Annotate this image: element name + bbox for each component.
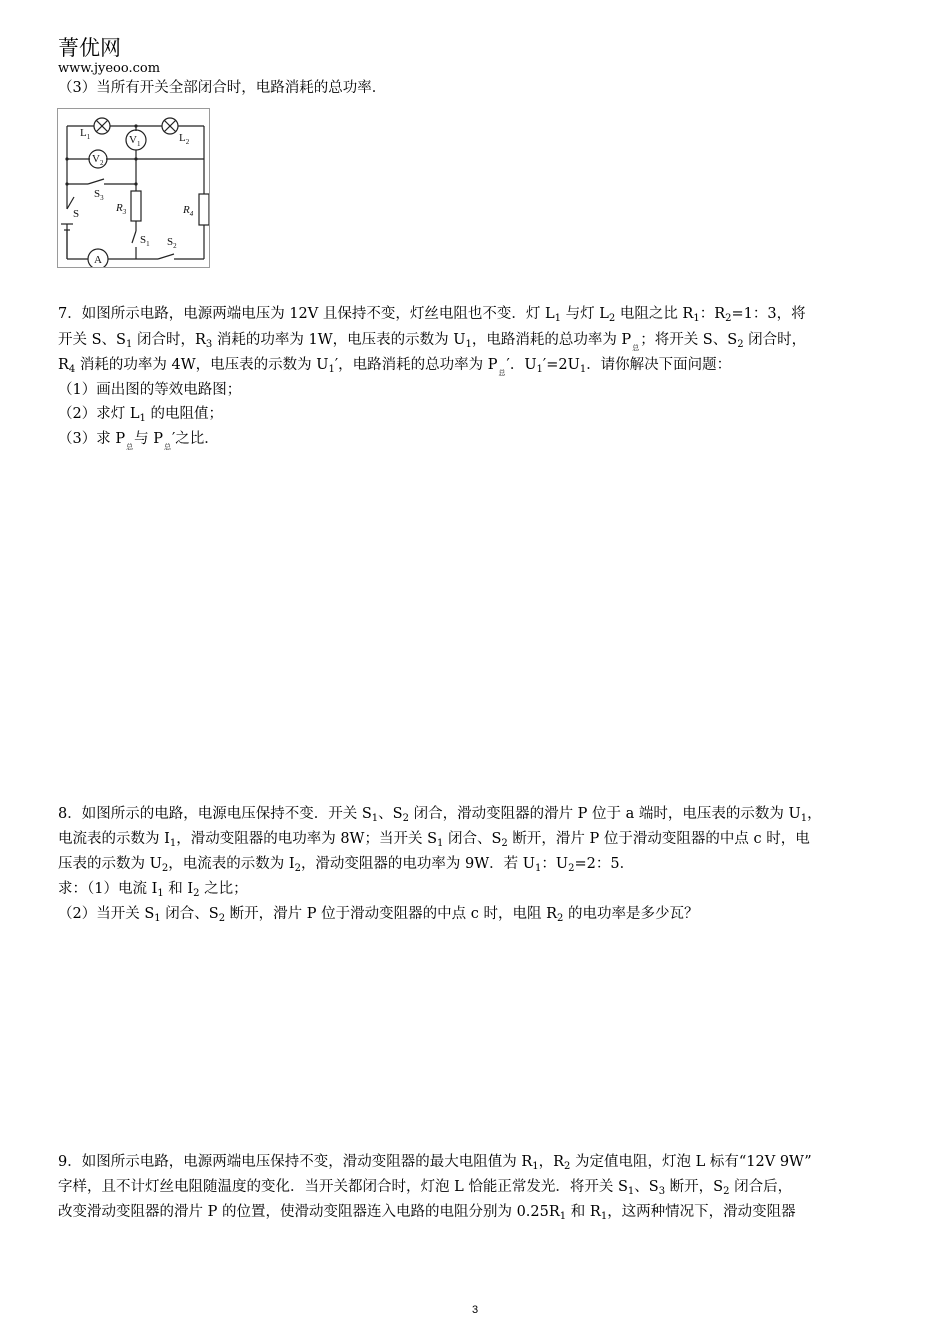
q7-line-3: $R_4$ 消耗的功率为 4W，电压表的示数为 $U_1'$，电路消耗的总功率为 $P_总'$．$U_1'=2U_1$．请你解决下面问题： [58, 357, 732, 377]
q9-line-1: 9．如图所示电路，电源两端电压保持不变，滑动变阻器的最大电阻值为 $R_1$，$R_2$ 为定值电阻，灯泡 L 标有“12V 9W” [58, 1154, 812, 1172]
label-S2: $S_2$ [167, 236, 177, 250]
q7-part1: （1）画出图的等效电路图； [58, 382, 242, 398]
label-A: A [94, 254, 102, 266]
q7-part3: （3）求 $P_总$与 $P_总'$之比． [58, 431, 219, 451]
label-S1: $S_1$ [140, 234, 150, 248]
q8-line-2: 电流表的示数为 $I_1$，滑动变阻器的电功率为 8W；当开关 $S_1$ 闭合、$S_2$ 断开，滑片 P 位于滑动变阻器的中点 c 时，电 [58, 831, 810, 849]
label-R4: $R_4$ [183, 204, 194, 218]
label-S3: $S_3$ [94, 188, 104, 202]
q9-line-3: 改变滑动变阻器的滑片 P 的位置，使滑动变阻器连入电路的电阻分别为 $0.25R_1$ 和 $R_1$，这两种情况下，滑动变阻器 [58, 1204, 796, 1222]
label-S: S [73, 208, 80, 220]
label-L2: $L_2$ [179, 132, 190, 146]
label-L1: $L_1$ [80, 127, 91, 141]
label-V1: $V_1$ [129, 134, 141, 148]
page-number: 3 [471, 1304, 479, 1316]
q8-line-3: 压表的示数为 $U_2$，电流表的示数为 $I_2$，滑动变阻器的电功率为 9W．若 $U_1$：$U_2=2$：5． [58, 856, 635, 874]
q7-part2: （2）求灯 $L_1$ 的电阻值； [58, 406, 223, 424]
q8-line-1: 8．如图所示的电路，电源电压保持不变．开关 $S_1$、$S_2$ 闭合，滑动变阻器的滑片 P 位于 a 端时，电压表的示数为 $U_1$， [58, 806, 822, 824]
label-R3: $R_3$ [116, 202, 127, 216]
q7-line-2: 开关 S、$S_1$ 闭合时，$R_3$ 消耗的功率为 1W，电压表的示数为 $U_1$，电路消耗的总功率为 $P_总$；将开关 S、$S_2$ 闭合时， [58, 332, 807, 352]
label-V2: $V_2$ [92, 153, 104, 167]
q9-line-2: 字样，且不计灯丝电阻随温度的变化．当开关都闭合时，灯泡 L 恰能正常发光．将开关 $S_1$、$S_3$ 断开，$S_2$ 闭合后， [58, 1179, 793, 1197]
site-logo: 菁优网 [58, 36, 121, 60]
q6-part3: （3）当所有开关全部闭合时，电路消耗的总功率． [58, 80, 387, 96]
q8-part1: 求：（1）电流 $I_1$ 和 $I_2$ 之比； [58, 881, 248, 899]
q7-line-1: 7．如图所示电路，电源两端电压为 12V 且保持不变，灯丝电阻也不变．灯 $L_1$ 与灯 $L_2$ 电阻之比 $R_1$：$R_2=1$：3，将 [58, 306, 806, 324]
q8-part2: （2）当开关 $S_1$ 闭合、$S_2$ 断开，滑片 P 位于滑动变阻器的中点 c 时，电阻 $R_2$ 的电功率是多少瓦？ [58, 906, 699, 924]
site-url: www.jyeoo.com [58, 61, 161, 76]
circuit-figure [57, 108, 210, 268]
